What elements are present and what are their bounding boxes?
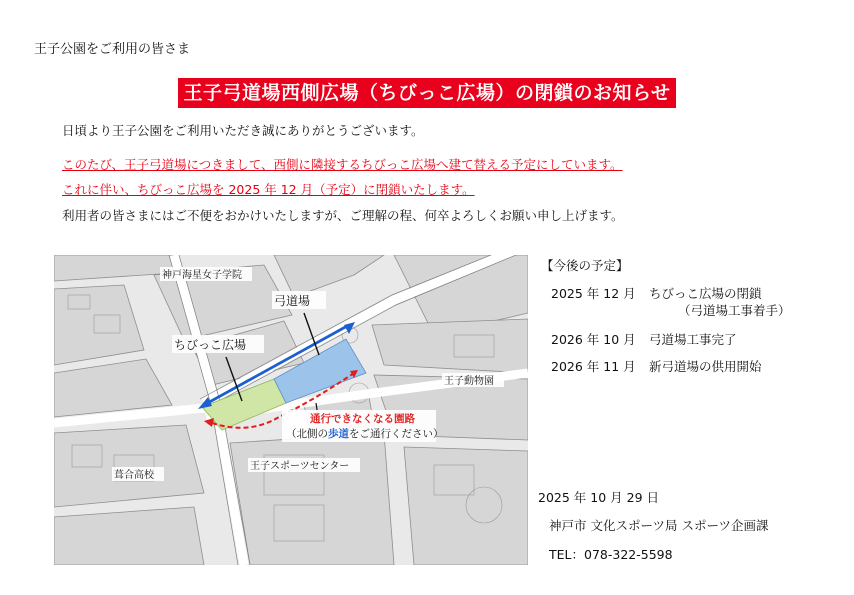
notice-title: 王子弓道場西側広場（ちびっこ広場）の閉鎖のお知らせ	[178, 78, 677, 108]
schedule-event: 新弓道場の供用開始	[649, 359, 762, 374]
apology-paragraph: 利用者の皆さまにはご不便をおかけいたしますが、ご理解の程、何卒よろしくお願い申し上げます。	[62, 208, 624, 223]
schedule-heading: 【今後の予定】	[541, 258, 629, 273]
kyudojo-label: 弓道場	[274, 294, 311, 308]
schedule-note: （弓道場工事着手）	[678, 303, 791, 318]
contact-phone: TEL：078-322-5598	[549, 547, 673, 562]
issue-date: 2025 年 10 月 29 日	[538, 490, 659, 505]
sports-center-label: 王子スポーツセンター	[250, 461, 350, 472]
detour-note	[286, 427, 444, 440]
chibikko-label: ちびっこ広場	[174, 338, 247, 352]
greeting-text: 王子公園をご利用の皆さま	[34, 42, 191, 57]
detour-hodo-word: 歩道	[328, 428, 349, 440]
detour-prefix: （北側の	[286, 428, 328, 440]
rebuild-notice-paragraph: このたび、王子弓道場につきまして、西側に隣接するちびっこ広場へ建て替える予定にしています。	[62, 157, 623, 172]
schedule-date: 2026 年 10 月	[551, 332, 636, 347]
site-map	[54, 255, 528, 565]
title-container	[0, 78, 854, 108]
kobe-kaisei-label: 神戸海星女子学院	[162, 270, 242, 281]
detour-suffix: をご通行ください）	[349, 428, 444, 440]
issuing-department: 神戸市 文化スポーツ局 スポーツ企画課	[549, 518, 769, 533]
closed-path-label: 通行できなくなる園路	[310, 413, 415, 425]
schedule-event: 弓道場工事完了	[649, 332, 737, 347]
closure-date-paragraph: これに伴い、ちびっこ広場を 2025 年 12 月（予定）に閉鎖いたします。	[62, 182, 475, 197]
intro-paragraph: 日頃より王子公園をご利用いただき誠にありがとうございます。	[62, 123, 424, 138]
schedule-event: ちびっこ広場の閉鎖	[649, 286, 762, 301]
schedule-date: 2026 年 11 月	[551, 359, 636, 374]
fukiai-label: 葺合高校	[114, 470, 154, 481]
schedule-date: 2025 年 12 月	[551, 286, 636, 301]
zoo-label: 王子動物園	[444, 376, 494, 387]
